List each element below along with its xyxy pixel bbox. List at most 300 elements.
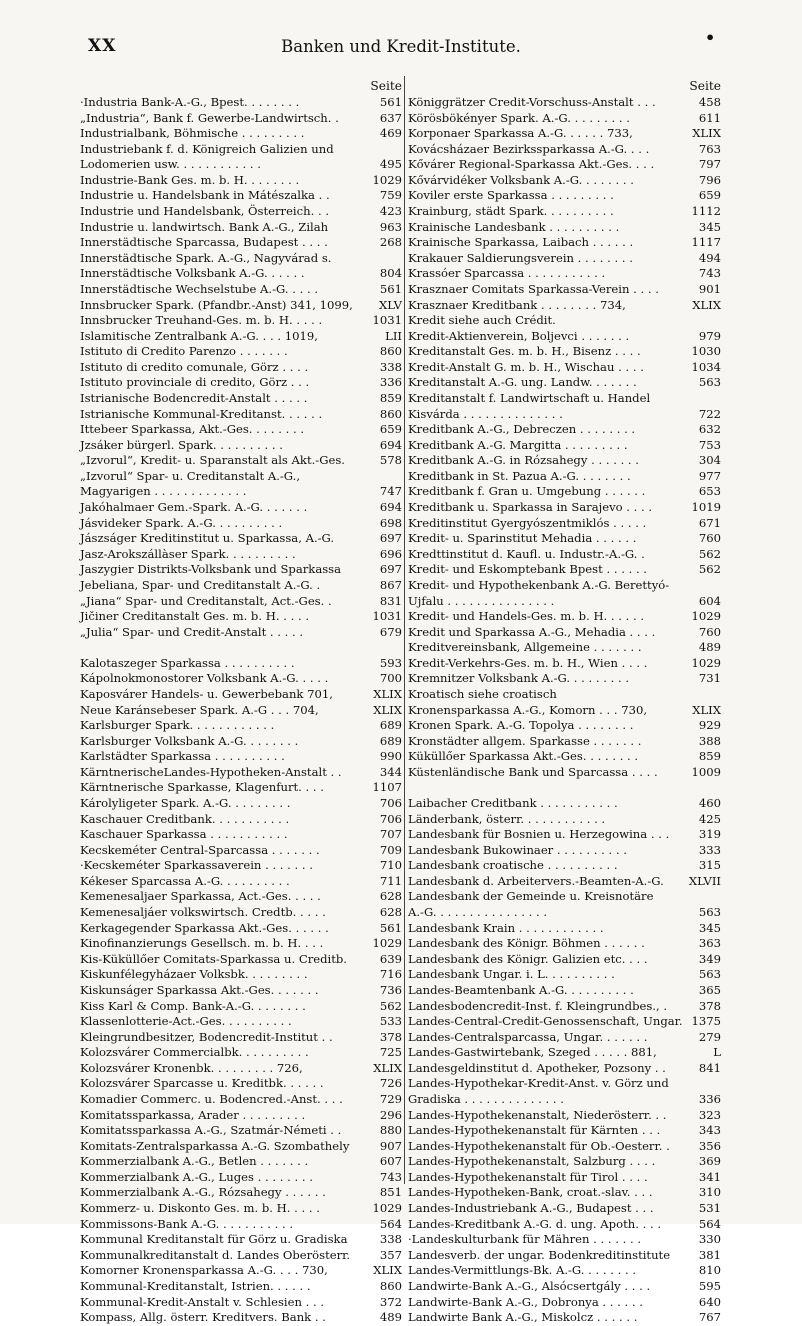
index-entry (408, 298, 721, 314)
index-entry (80, 843, 402, 859)
entry-name: Kredit-Aktienverein, Boljevci . . . . . . . (408, 328, 630, 343)
entry-page-number: 710 (379, 858, 402, 873)
index-entry (408, 547, 721, 563)
right-column (408, 78, 721, 1326)
entry-page-number: 700 (379, 671, 402, 686)
right-entry-list (408, 95, 721, 1326)
section-gap (408, 780, 721, 796)
entry-page-number: 797 (698, 157, 721, 172)
entry-name: Kleingrundbesitzer, Bodencredit-Institut . . (80, 1029, 333, 1044)
entry-name: Károlyligeter Spark. A.-G. . . . . . . . . (80, 796, 291, 811)
entry-page-number: 345 (698, 920, 721, 935)
entry-name: Landes-Hypotheken-Bank, croat.-slav. . . . (408, 1185, 653, 1200)
entry-page-number: 1375 (691, 1014, 721, 1029)
index-entry (80, 1092, 402, 1108)
index-entry (408, 329, 721, 345)
entry-page-number: 363 (698, 936, 721, 951)
index-entry (80, 251, 402, 267)
entry-name: Landes-Central-Credit-Genossenschaft, Ungar. (408, 1014, 683, 1029)
entry-name: Kolozsvárer Sparcasse u. Kreditbk. . . . . . (80, 1076, 324, 1091)
index-entry (80, 111, 402, 127)
entry-page-number: 767 (698, 1310, 721, 1325)
entry-page-number: 637 (379, 110, 402, 125)
entry-page-number: 1029 (372, 936, 402, 951)
entry-page-number: 578 (379, 453, 402, 468)
index-entry (408, 266, 721, 282)
index-entry (408, 734, 721, 750)
entry-name: Landesgeldinstitut d. Apotheker, Pozsony . . (408, 1060, 666, 1075)
entry-name: Landesbank croatische . . . . . . . . . . (408, 858, 618, 873)
index-entry (80, 266, 402, 282)
entry-page-number: 696 (379, 546, 402, 561)
index-entry (80, 827, 402, 843)
entry-name: Kronstädter allgem. Sparkasse . . . . . . . (408, 733, 642, 748)
page-title: Banken und Kredit-Institute. (281, 37, 521, 56)
entry-page-number: 707 (379, 827, 402, 842)
entry-name: Komadier Commerc. u. Bodencred.-Anst. . . . (80, 1092, 343, 1106)
entry-page-number: 304 (698, 453, 721, 468)
entry-page-number: 628 (379, 905, 402, 920)
index-entry (408, 95, 721, 111)
entry-page-number: LII (385, 328, 402, 343)
entry-name: Kreditbank A.-G., Debreczen . . . . . . . . (408, 422, 636, 437)
entry-name: Landesbank für Bosnien u. Herzegowina . . . (408, 827, 670, 842)
index-entry (80, 1279, 402, 1295)
index-entry (80, 1263, 402, 1279)
index-entry (80, 298, 402, 314)
index-entry (80, 516, 402, 532)
index-entry (408, 1076, 721, 1092)
entry-name: Magyarigen . . . . . . . . . . . . . (80, 484, 247, 499)
entry-name: Kővárvidéker Volksbank A.-G. . . . . . . . (408, 172, 634, 187)
entry-page-number: 736 (379, 982, 402, 997)
entry-name: Kreditanstalt f. Landwirtschaft u. Handel (408, 390, 651, 405)
index-entry (408, 1154, 721, 1170)
entry-name: Komorner Kronensparkassa A.-G. . . . 730, (80, 1263, 328, 1278)
index-entry (80, 625, 402, 641)
entry-name: Industrie u. Handelsbank in Mátészalka . . (80, 188, 330, 203)
index-entry (408, 282, 721, 298)
entry-name: Länderbank, österr. . . . . . . . . . . . (408, 811, 606, 826)
index-entry (80, 282, 402, 298)
entry-name: Landes-Hypothekenanstalt für Ob.-Oesterr. . (408, 1138, 670, 1153)
index-entry (80, 983, 402, 999)
entry-page-number: 804 (379, 266, 402, 281)
entry-name: Kredit und Sparkassa A.-G., Mehadia . . . . (408, 624, 656, 639)
index-entry (80, 469, 402, 485)
index-entry (408, 765, 721, 781)
entry-page-number: 343 (698, 1123, 721, 1138)
index-entry (408, 656, 721, 672)
entry-page-number: 1030 (691, 344, 721, 359)
index-entry (80, 562, 402, 578)
entry-name: Ujfalu . . . . . . . . . . . . . . . (408, 593, 555, 608)
entry-page-number: 323 (698, 1107, 721, 1122)
entry-page-number: 716 (379, 967, 402, 982)
entry-name: Kolozsvárer Commercialbk. . . . . . . . . . (80, 1045, 309, 1060)
entry-name: Landes-Beamtenbank A.-G. . . . . . . . . . (408, 982, 634, 997)
entry-name: Landes-Industriebank A.-G., Budapest . . . (408, 1201, 654, 1216)
index-entry (408, 858, 721, 874)
index-entry (80, 609, 402, 625)
index-entry (408, 111, 721, 127)
entry-name: Industrialbank, Böhmische . . . . . . . . . (80, 126, 305, 141)
index-entry (80, 344, 402, 360)
entry-name: Korponaer Sparkassa A.-G. . . . . . 733, (408, 126, 633, 141)
entry-name: ·Kecskeméter Sparkassaverein . . . . . . . (80, 858, 313, 873)
entry-name: Istrianische Bodencredit-Anstalt . . . . . (80, 390, 308, 405)
index-entry (408, 578, 721, 594)
entry-name: Istituto provinciale di credito, Görz . . . (80, 375, 310, 390)
entry-name: Kolozsvárer Kronenbk. . . . . . . . . 726, (80, 1060, 303, 1075)
entry-name: Krassóer Sparcassa . . . . . . . . . . . (408, 266, 606, 281)
entry-name: Industrie und Handelsbank, Österreich. . . (80, 204, 330, 219)
index-entry (408, 469, 721, 485)
entry-name: „Julia“ Spar- und Credit-Anstalt . . . . . (80, 624, 304, 639)
entry-page-number: 330 (698, 1232, 721, 1247)
entry-page-number: 726 (379, 1076, 402, 1091)
entry-name: Innerstädtische Sparcassa, Budapest . . . . (80, 235, 328, 250)
entry-name: Klassenlotterie-Act.-Ges. . . . . . . . . . (80, 1014, 292, 1029)
index-entry (80, 1248, 402, 1264)
entry-page-number: 659 (379, 422, 402, 437)
index-entry (408, 391, 721, 407)
index-entry (408, 562, 721, 578)
index-entry (408, 640, 721, 656)
entry-page-number: XLIX (373, 702, 402, 717)
entry-page-number: XLIX (692, 297, 721, 312)
entry-page-number: 561 (379, 920, 402, 935)
index-entry (408, 889, 721, 905)
entry-name: Karlsburger Volksbank A.-G. . . . . . . . (80, 733, 299, 748)
index-entry (80, 734, 402, 750)
entry-page-number: 671 (698, 515, 721, 530)
entry-name: Jakóhalmaer Gem.-Spark. A.-G. . . . . . . (80, 500, 308, 515)
index-entry (80, 1076, 402, 1092)
index-entry (408, 1045, 721, 1061)
index-entry (408, 1232, 721, 1248)
index-entry (80, 796, 402, 812)
entry-name: Islamitische Zentralbank A.-G. . . . 1019, (80, 328, 318, 343)
index-entry (408, 1217, 721, 1233)
entry-page-number: XLV (379, 297, 402, 312)
entry-page-number: 679 (379, 624, 402, 639)
entry-page-number: 763 (698, 141, 721, 156)
index-entry (80, 453, 402, 469)
entry-name: „Industria“, Bank f. Gewerbe-Landwirtsch. . (80, 110, 339, 125)
entry-page-number: 729 (379, 1092, 402, 1106)
index-entry (408, 1123, 721, 1139)
index-entry (80, 531, 402, 547)
entry-page-number: 979 (698, 328, 721, 343)
entry-name: Komitats-Zentralsparkassa A.-G. Szombathely (80, 1138, 350, 1153)
index-entry (80, 188, 402, 204)
entry-name: Karlsburger Spark. . . . . . . . . . . . (80, 718, 275, 733)
index-entry (408, 375, 721, 391)
index-entry (408, 484, 721, 500)
entry-name: Landesbank Krain . . . . . . . . . . . . (408, 920, 604, 935)
entry-page-number: 860 (379, 344, 402, 359)
entry-name: Krainische Sparkassa, Laibach . . . . . . (408, 235, 634, 250)
entry-page-number: 336 (379, 375, 402, 390)
index-entry (408, 220, 721, 236)
entry-name: Landesbodencredit-Inst. f. Kleingrundbes., . (408, 998, 668, 1013)
entry-page-number: 990 (379, 749, 402, 764)
index-entry (80, 204, 402, 220)
entry-page-number: 659 (698, 188, 721, 203)
entry-page-number: 810 (698, 1263, 721, 1278)
entry-page-number: 425 (698, 811, 721, 826)
entry-name: Landes-Hypothekenanstalt, Niederösterr. . . (408, 1107, 667, 1122)
index-entry (80, 157, 402, 173)
entry-page-number: 595 (698, 1278, 721, 1293)
entry-page-number: 495 (379, 157, 402, 172)
entry-page-number: 743 (379, 1169, 402, 1184)
index-entry (80, 235, 402, 251)
index-entry (408, 1061, 721, 1077)
entry-page-number: 628 (379, 889, 402, 904)
index-entry (80, 1014, 402, 1030)
index-entry (80, 1232, 402, 1248)
entry-page-number: 1029 (372, 1201, 402, 1216)
index-entry (80, 1061, 402, 1077)
index-entry (80, 874, 402, 890)
index-entry (80, 1185, 402, 1201)
index-entry (408, 952, 721, 968)
section-gap (80, 640, 402, 656)
index-entry (408, 360, 721, 376)
index-entry (80, 905, 402, 921)
entry-page-number: 753 (698, 437, 721, 452)
index-entry (80, 1154, 402, 1170)
index-entry (80, 484, 402, 500)
entry-page-number: 378 (698, 998, 721, 1013)
entry-page-number: 859 (698, 749, 721, 764)
entry-name: Innerstädtische Spark. A.-G., Nagyvárad s. (80, 250, 332, 265)
index-entry (80, 780, 402, 796)
entry-name: A.-G. . . . . . . . . . . . . . . . (408, 905, 548, 920)
index-entry (80, 95, 402, 111)
entry-name: Kommunalkreditanstalt d. Landes Oberösterr. (80, 1247, 351, 1262)
entry-name: Kékeser Sparcassa A.-G. . . . . . . . . . (80, 873, 290, 888)
entry-page-number: 860 (379, 1278, 402, 1293)
entry-name: Kroatisch siehe croatisch (408, 686, 557, 701)
entry-page-number: 697 (379, 562, 402, 577)
entry-name: Königgrätzer Credit-Vorschuss-Anstalt . . . (408, 95, 656, 109)
entry-page-number: 689 (379, 733, 402, 748)
index-entry (80, 173, 402, 189)
entry-page-number: 1031 (372, 313, 402, 328)
entry-name: Innerstädtische Wechselstube A.-G. . . . . (80, 281, 319, 296)
entry-page-number: 381 (698, 1247, 721, 1262)
entry-name: KärntnerischeLandes-Hypotheken-Anstalt . . (80, 764, 342, 779)
index-entry (408, 142, 721, 158)
entry-name: Karlstädter Sparkassa . . . . . . . . . . (80, 749, 285, 764)
entry-name: Kredit-Verkehrs-Ges. m. b. H., Wien . . . . (408, 655, 648, 670)
entry-name: Kreditbank u. Sparkassa in Sarajevo . . . . (408, 500, 653, 515)
entry-name: Krainische Landesbank . . . . . . . . . . (408, 219, 620, 234)
entry-page-number: 562 (379, 998, 402, 1013)
index-entry (80, 703, 402, 719)
entry-page-number: 356 (698, 1138, 721, 1153)
entry-name: „Izvorul“ Spar- u. Creditanstalt A.-G., (80, 468, 301, 483)
entry-page-number: 345 (698, 219, 721, 234)
index-entry (80, 999, 402, 1015)
entry-name: Kaschauer Sparkassa . . . . . . . . . . . (80, 827, 288, 842)
entry-name: Kalotaszeger Sparkassa . . . . . . . . . . (80, 655, 295, 670)
entry-name: Landesverb. der ungar. Bodenkreditinstitute (408, 1247, 671, 1262)
entry-name: Neue Karánsebeser Spark. A.-G . . . 704, (80, 702, 319, 717)
column-divider (404, 76, 405, 1184)
index-entry (408, 983, 721, 999)
entry-page-number: 639 (379, 951, 402, 966)
entry-page-number: 632 (698, 422, 721, 437)
entry-name: Landesbank Ungar. i. L. . . . . . . . . . (408, 967, 615, 982)
entry-name: Küstenländische Bank und Sparcassa . . . . (408, 764, 658, 779)
entry-page-number: 1029 (691, 655, 721, 670)
index-entry (408, 126, 721, 142)
index-entry (80, 718, 402, 734)
index-entry (80, 1045, 402, 1061)
index-entry (408, 625, 721, 641)
index-entry (80, 936, 402, 952)
entry-page-number: 563 (698, 905, 721, 920)
entry-page-number: 1107 (372, 780, 402, 795)
entry-name: Kápolnokmonostorer Volksbank A.-G. . . . . (80, 671, 329, 686)
index-entry (408, 999, 721, 1015)
entry-name: Kreditanstalt A.-G. ung. Landw. . . . . . . (408, 375, 637, 390)
entry-name: Kredit- und Handels-Ges. m. b. H. . . . . . (408, 609, 645, 624)
entry-page-number: 365 (698, 982, 721, 997)
left-seite-label: Seite (370, 79, 402, 93)
entry-name: Innerstädtische Volksbank A.-G. . . . . . (80, 266, 305, 281)
entry-page-number: 653 (698, 484, 721, 499)
entry-page-number: 533 (379, 1014, 402, 1029)
entry-name: Kärntnerische Sparkasse, Klagenfurt. . . . (80, 780, 324, 795)
index-entry (408, 936, 721, 952)
entry-page-number: 747 (379, 484, 402, 499)
entry-page-number: 694 (379, 500, 402, 515)
index-entry (408, 812, 721, 828)
index-entry (80, 765, 402, 781)
entry-name: Körösbökényer Spark. A.-G. . . . . . . . . (408, 110, 630, 125)
entry-page-number: 341 (698, 1169, 721, 1184)
entry-page-number: 531 (698, 1201, 721, 1216)
entry-name: Istituto di credito comunale, Görz . . . . (80, 359, 309, 374)
left-entry-list (80, 95, 402, 1326)
index-entry (408, 157, 721, 173)
index-entry (408, 500, 721, 516)
entry-name: Kovácsházaer Bezirkssparkassa A.-G. . . . (408, 141, 650, 156)
index-entry (80, 391, 402, 407)
entry-name: Kisvárda . . . . . . . . . . . . . . (408, 406, 563, 421)
entry-page-number: 867 (379, 577, 402, 592)
entry-name: Kommerz- u. Diskonto Ges. m. b. H. . . . . (80, 1201, 320, 1216)
entry-name: Landes-Gastwirtebank, Szeged . . . . . 881, (408, 1045, 657, 1060)
entry-page-number: 458 (698, 95, 721, 109)
entry-page-number: XLIX (692, 702, 721, 717)
index-entry (80, 952, 402, 968)
entry-page-number: 564 (698, 1216, 721, 1231)
index-entry (408, 516, 721, 532)
entry-page-number: 561 (379, 281, 402, 296)
entry-name: Komitatssparkassa A.-G., Szatmár-Németi . . (80, 1123, 342, 1138)
entry-name: Koviler erste Sparkassa . . . . . . . . . (408, 188, 614, 203)
index-entry (80, 1108, 402, 1124)
entry-name: Kredit- und Hypothekenbank A.-G. Berettyó- (408, 577, 670, 592)
entry-name: Kinofinanzierungs Gesellsch. m. b. H. . . . (80, 936, 324, 951)
entry-name: Kredit- u. Sparinstitut Mehadia . . . . . . (408, 531, 637, 546)
index-entry (80, 671, 402, 687)
entry-name: Landes-Hypothekenanstalt für Kärnten . . . (408, 1123, 661, 1138)
entry-page-number: 372 (379, 1294, 402, 1309)
entry-page-number: 1029 (372, 172, 402, 187)
index-entry (80, 360, 402, 376)
entry-page-number: 698 (379, 515, 402, 530)
entry-page-number: 1009 (691, 764, 721, 779)
entry-page-number: XLIX (373, 1263, 402, 1278)
entry-name: Kővárer Regional-Sparkassa Akt.-Ges. . . . (408, 157, 655, 172)
entry-page-number: 344 (379, 764, 402, 779)
entry-name: ·Industria Bank-A.-G., Bpest. . . . . . . . (80, 95, 300, 109)
entry-page-number: 563 (698, 375, 721, 390)
index-entry (80, 438, 402, 454)
entry-name: Krainburg, städt Spark. . . . . . . . . . (408, 204, 614, 219)
entry-name: „Jiana“ Spar- und Creditanstalt, Act.-Ges. . (80, 593, 332, 608)
entry-name: Landes-Vermittlungs-Bk. A.-G. . . . . . . . (408, 1263, 637, 1278)
index-entry (408, 204, 721, 220)
index-entry (80, 126, 402, 142)
entry-name: Kronen Spark. A.-G. Topolya . . . . . . . . (408, 718, 634, 733)
entry-name: Landesbank d. Arbeitervers.-Beamten-A.-G. (408, 873, 664, 888)
index-entry (408, 1170, 721, 1186)
entry-page-number: 564 (379, 1216, 402, 1231)
index-entry (408, 1108, 721, 1124)
entry-name: Kreditbank A.-G. Margitta . . . . . . . . . (408, 437, 628, 452)
entry-page-number: 1112 (691, 204, 721, 219)
entry-page-number: 1034 (691, 359, 721, 374)
entry-page-number: 333 (698, 842, 721, 857)
entry-name: Kremnitzer Volksbank A.-G. . . . . . . . . (408, 671, 630, 686)
index-entry (80, 749, 402, 765)
entry-name: Kemenesaljáer volkswirtsch. Credtb. . . . . (80, 905, 326, 920)
entry-page-number: L (713, 1045, 721, 1060)
index-entry (80, 687, 402, 703)
index-entry (408, 531, 721, 547)
index-entry (408, 1310, 721, 1326)
index-entry (408, 235, 721, 251)
index-entry (408, 173, 721, 189)
index-entry (408, 453, 721, 469)
entry-name: Industriebank f. d. Königreich Galizien und (80, 141, 334, 156)
index-entry (80, 858, 402, 874)
entry-page-number: 907 (379, 1138, 402, 1153)
entry-page-number: 901 (698, 281, 721, 296)
index-entry (408, 671, 721, 687)
index-entry (408, 1139, 721, 1155)
entry-name: Landesbank der Gemeinde u. Kreisnotäre (408, 889, 654, 904)
index-entry (80, 220, 402, 236)
entry-page-number: 697 (379, 531, 402, 546)
entry-name: Jičiner Creditanstalt Ges. m. b. H. . . . . (80, 609, 310, 624)
entry-name: Jasz-Arokszállàser Spark. . . . . . . . . . (80, 546, 296, 561)
entry-name: Landesbank des Königr. Böhmen . . . . . . (408, 936, 645, 951)
entry-page-number: 469 (379, 126, 402, 141)
right-seite-label: Seite (689, 79, 721, 93)
entry-name: Kiskunságer Sparkassa Akt.-Ges. . . . . . . (80, 982, 319, 997)
entry-page-number: 388 (698, 733, 721, 748)
entry-page-number: 460 (698, 796, 721, 811)
